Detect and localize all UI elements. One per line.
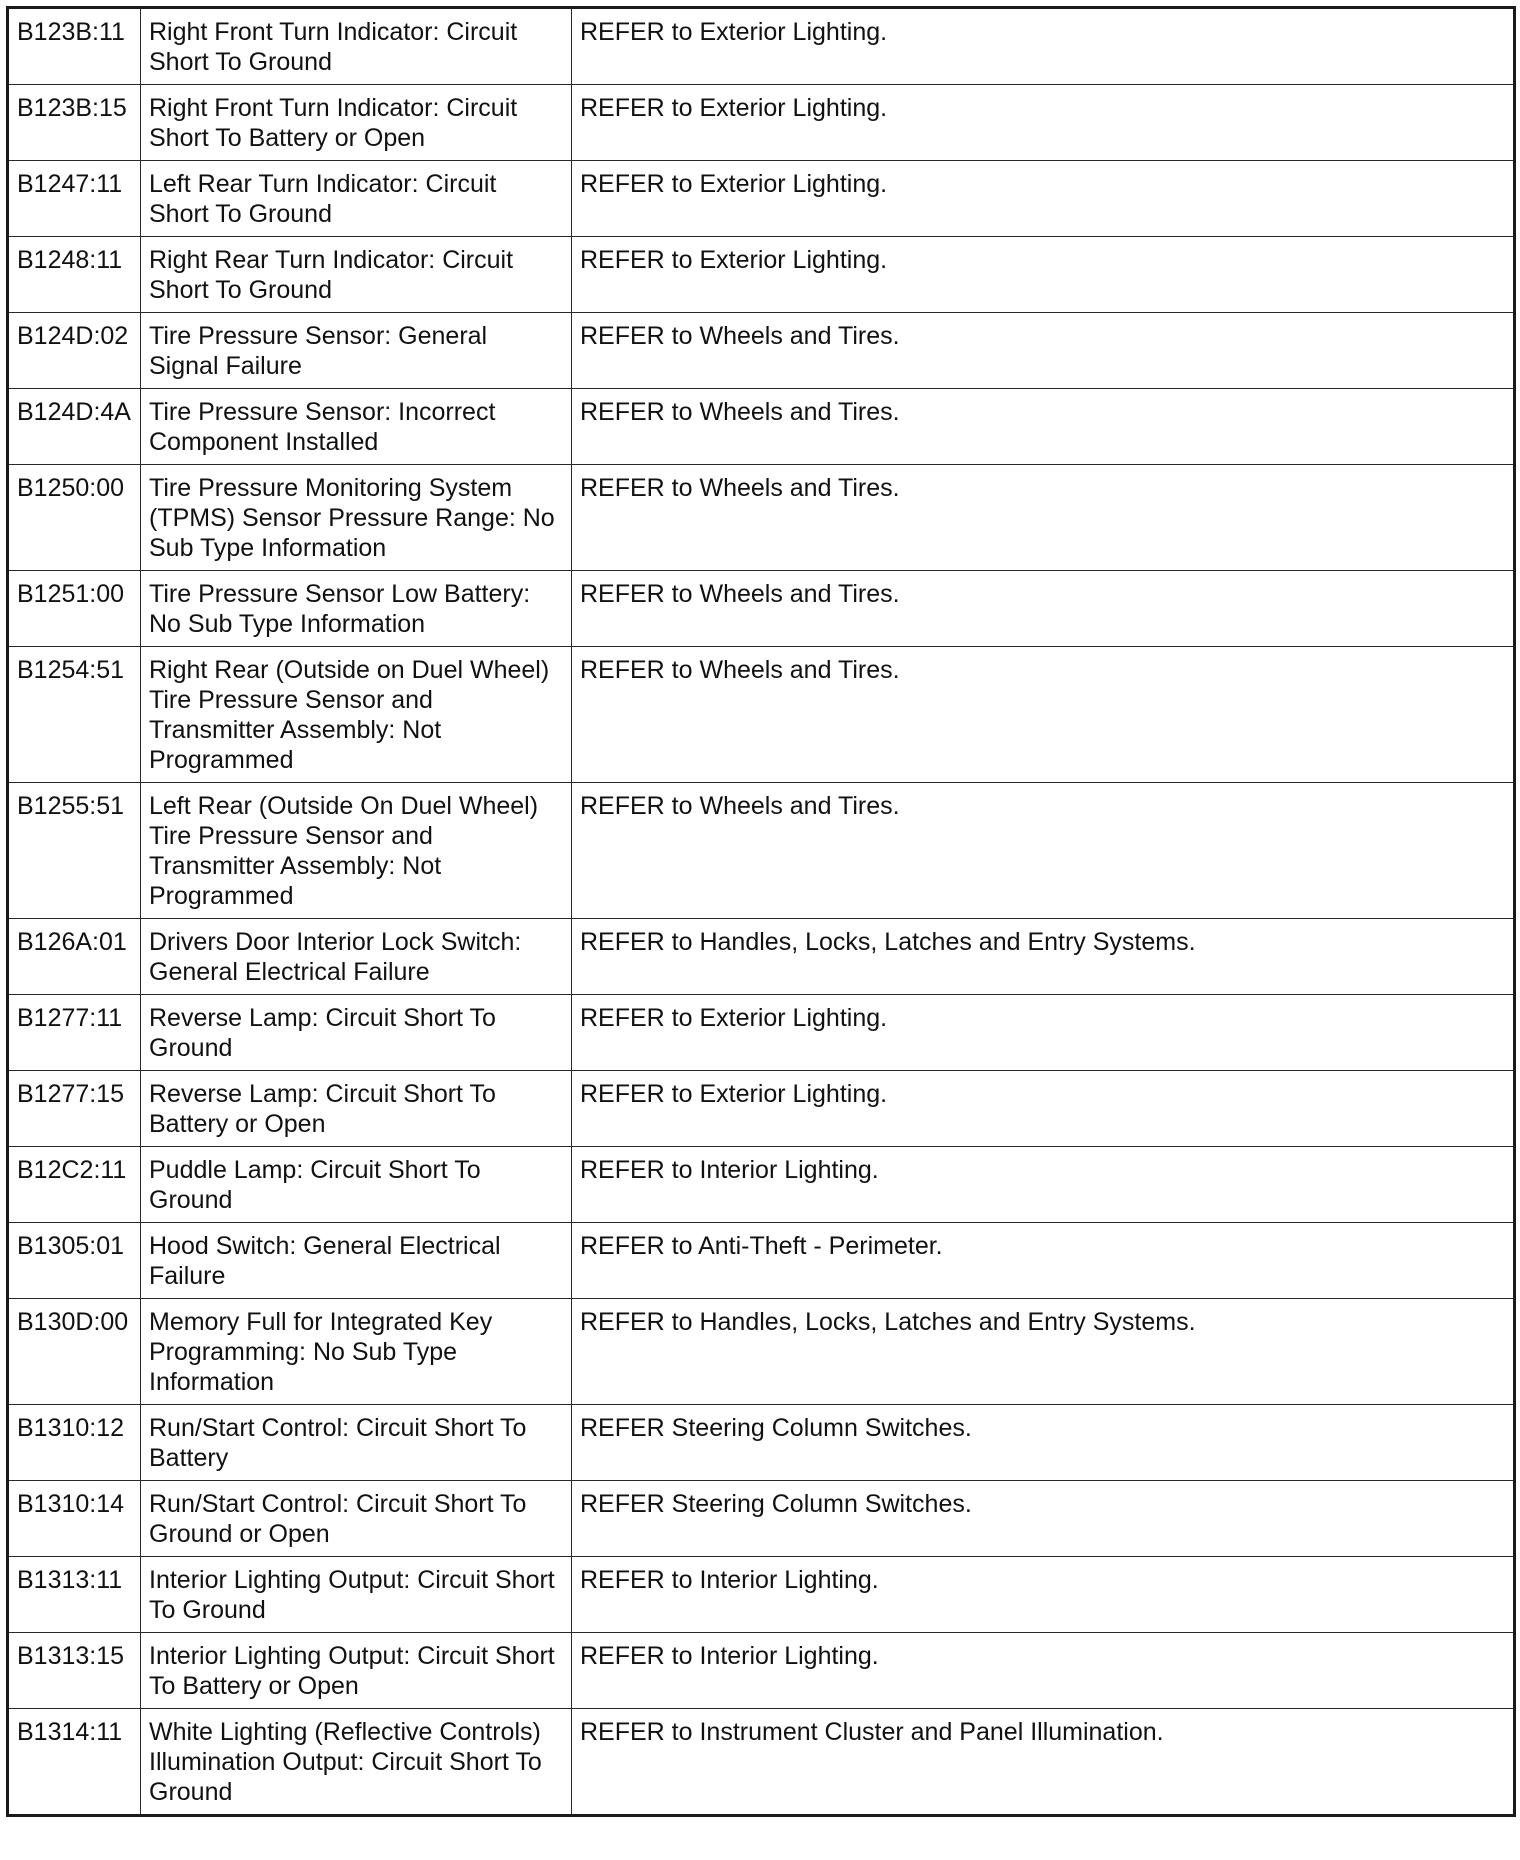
description-cell: Tire Pressure Monitoring System (TPMS) Sensor Pressure Range: No Sub Type Information <box>141 465 572 571</box>
dtc-code-cell: B124D:02 <box>8 313 141 389</box>
action-cell: REFER to Wheels and Tires. <box>572 389 1515 465</box>
description-cell: Left Rear Turn Indicator: Circuit Short To Ground <box>141 161 572 237</box>
dtc-code-cell: B1247:11 <box>8 161 141 237</box>
action-cell: REFER Steering Column Switches. <box>572 1481 1515 1557</box>
dtc-code-cell: B1248:11 <box>8 237 141 313</box>
table-row <box>8 1071 1515 1147</box>
action-cell: REFER to Wheels and Tires. <box>572 465 1515 571</box>
dtc-code-cell: B126A:01 <box>8 919 141 995</box>
description-cell: Reverse Lamp: Circuit Short To Ground <box>141 995 572 1071</box>
dtc-code-cell: B1254:51 <box>8 647 141 783</box>
dtc-code-cell: B1250:00 <box>8 465 141 571</box>
action-cell: REFER to Exterior Lighting. <box>572 161 1515 237</box>
table-row <box>8 1299 1515 1405</box>
description-cell: Memory Full for Integrated Key Programming: No Sub Type Information <box>141 1299 572 1405</box>
action-cell: REFER to Wheels and Tires. <box>572 313 1515 389</box>
dtc-table <box>6 6 1516 1817</box>
table-row <box>8 1557 1515 1633</box>
description-cell: Right Front Turn Indicator: Circuit Short To Ground <box>141 8 572 85</box>
dtc-code-cell: B1277:11 <box>8 995 141 1071</box>
description-cell: Puddle Lamp: Circuit Short To Ground <box>141 1147 572 1223</box>
dtc-table-page <box>6 6 1513 1817</box>
table-row <box>8 571 1515 647</box>
description-cell: Interior Lighting Output: Circuit Short To Battery or Open <box>141 1633 572 1709</box>
action-cell: REFER to Interior Lighting. <box>572 1147 1515 1223</box>
description-cell: Run/Start Control: Circuit Short To Battery <box>141 1405 572 1481</box>
action-cell: REFER to Handles, Locks, Latches and Entry Systems. <box>572 1299 1515 1405</box>
table-row <box>8 1633 1515 1709</box>
action-cell: REFER to Anti-Theft - Perimeter. <box>572 1223 1515 1299</box>
table-row <box>8 1223 1515 1299</box>
action-cell: REFER to Exterior Lighting. <box>572 237 1515 313</box>
table-row <box>8 1709 1515 1816</box>
description-cell: Tire Pressure Sensor: General Signal Failure <box>141 313 572 389</box>
table-row <box>8 647 1515 783</box>
table-row <box>8 1481 1515 1557</box>
dtc-code-cell: B123B:15 <box>8 85 141 161</box>
table-row <box>8 465 1515 571</box>
table-row <box>8 313 1515 389</box>
description-cell: Drivers Door Interior Lock Switch: General Electrical Failure <box>141 919 572 995</box>
table-row <box>8 161 1515 237</box>
dtc-code-cell: B1255:51 <box>8 783 141 919</box>
dtc-code-cell: B130D:00 <box>8 1299 141 1405</box>
table-row <box>8 8 1515 85</box>
description-cell: Reverse Lamp: Circuit Short To Battery or Open <box>141 1071 572 1147</box>
description-cell: White Lighting (Reflective Controls) Illumination Output: Circuit Short To Ground <box>141 1709 572 1816</box>
table-row <box>8 995 1515 1071</box>
description-cell: Run/Start Control: Circuit Short To Ground or Open <box>141 1481 572 1557</box>
table-row <box>8 1147 1515 1223</box>
dtc-code-cell: B1313:15 <box>8 1633 141 1709</box>
action-cell: REFER to Instrument Cluster and Panel Illumination. <box>572 1709 1515 1816</box>
description-cell: Right Rear Turn Indicator: Circuit Short To Ground <box>141 237 572 313</box>
description-cell: Interior Lighting Output: Circuit Short To Ground <box>141 1557 572 1633</box>
description-cell: Tire Pressure Sensor: Incorrect Component Installed <box>141 389 572 465</box>
action-cell: REFER to Exterior Lighting. <box>572 85 1515 161</box>
table-row <box>8 389 1515 465</box>
action-cell: REFER to Exterior Lighting. <box>572 1071 1515 1147</box>
dtc-code-cell: B123B:11 <box>8 8 141 85</box>
dtc-table-body <box>8 8 1515 1816</box>
dtc-code-cell: B1305:01 <box>8 1223 141 1299</box>
table-row <box>8 237 1515 313</box>
action-cell: REFER Steering Column Switches. <box>572 1405 1515 1481</box>
description-cell: Tire Pressure Sensor Low Battery: No Sub Type Information <box>141 571 572 647</box>
description-cell: Right Front Turn Indicator: Circuit Short To Battery or Open <box>141 85 572 161</box>
dtc-code-cell: B1251:00 <box>8 571 141 647</box>
table-row <box>8 783 1515 919</box>
action-cell: REFER to Wheels and Tires. <box>572 783 1515 919</box>
dtc-code-cell: B124D:4A <box>8 389 141 465</box>
dtc-code-cell: B12C2:11 <box>8 1147 141 1223</box>
dtc-code-cell: B1313:11 <box>8 1557 141 1633</box>
description-cell: Right Rear (Outside on Duel Wheel) Tire Pressure Sensor and Transmitter Assembly: Not Programmed <box>141 647 572 783</box>
action-cell: REFER to Exterior Lighting. <box>572 8 1515 85</box>
dtc-code-cell: B1314:11 <box>8 1709 141 1816</box>
action-cell: REFER to Interior Lighting. <box>572 1557 1515 1633</box>
table-row <box>8 85 1515 161</box>
table-row <box>8 919 1515 995</box>
action-cell: REFER to Wheels and Tires. <box>572 647 1515 783</box>
description-cell: Left Rear (Outside On Duel Wheel) Tire Pressure Sensor and Transmitter Assembly: Not Programmed <box>141 783 572 919</box>
action-cell: REFER to Handles, Locks, Latches and Entry Systems. <box>572 919 1515 995</box>
action-cell: REFER to Interior Lighting. <box>572 1633 1515 1709</box>
dtc-code-cell: B1310:12 <box>8 1405 141 1481</box>
dtc-code-cell: B1310:14 <box>8 1481 141 1557</box>
action-cell: REFER to Wheels and Tires. <box>572 571 1515 647</box>
action-cell: REFER to Exterior Lighting. <box>572 995 1515 1071</box>
dtc-code-cell: B1277:15 <box>8 1071 141 1147</box>
description-cell: Hood Switch: General Electrical Failure <box>141 1223 572 1299</box>
table-row <box>8 1405 1515 1481</box>
